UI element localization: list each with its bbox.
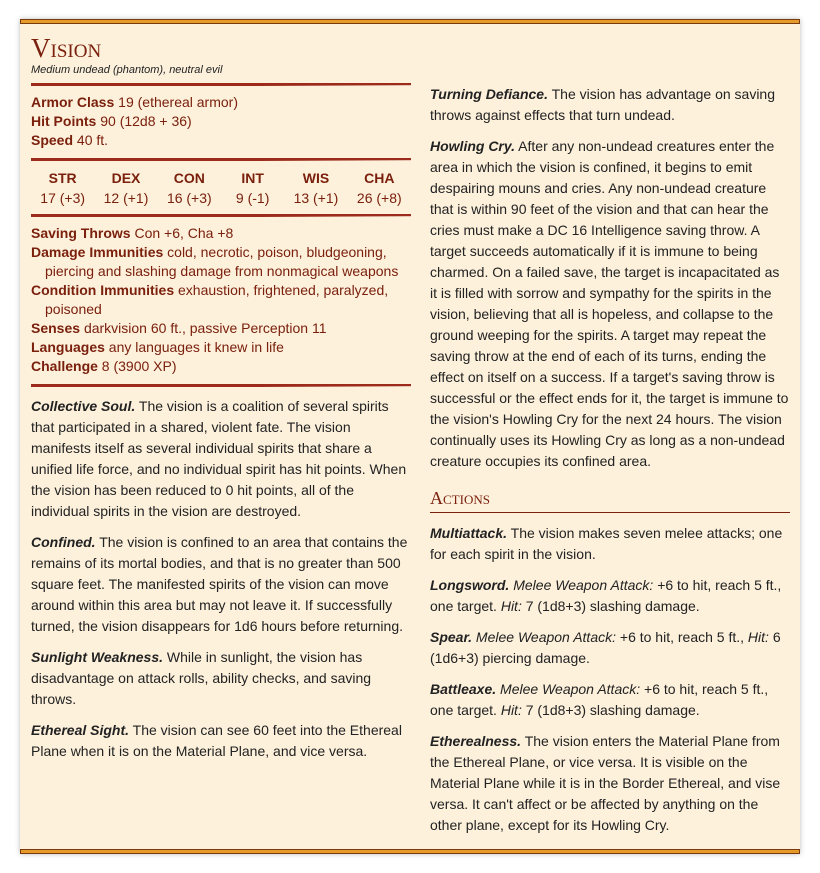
hit-points-value: 90 (12d8 + 36) — [100, 113, 192, 129]
armor-class-label: Armor Class — [31, 94, 115, 110]
ability-name: CHA — [364, 170, 395, 186]
condition-immunities-line — [31, 281, 411, 319]
trait-name: Ethereal Sight. — [31, 722, 130, 738]
trait-ethereal-sight — [31, 720, 411, 762]
action-etherealness — [430, 731, 790, 836]
ability-value: 13 (+1) — [293, 190, 339, 206]
damage-immunities-value: cold, necrotic, poison, bludgeoning, piercing and slashing damage from nonmagical weapons — [45, 244, 399, 279]
ability-name: WIS — [302, 170, 330, 186]
armor-class-line — [31, 93, 411, 112]
speed-line — [31, 131, 411, 150]
ability-cha — [348, 168, 411, 208]
damage-text: 6 (1d6+3) piercing damage. — [430, 629, 781, 666]
speed-label: Speed — [31, 132, 74, 148]
ability-name: INT — [241, 170, 264, 186]
hit-label: Hit: — [500, 598, 522, 614]
ability-value: 17 (+3) — [40, 190, 86, 206]
trait-name: Collective Soul. — [31, 398, 136, 414]
left-column — [31, 31, 411, 762]
armor-class-value: 19 (ethereal armor) — [118, 94, 238, 110]
ability-int — [221, 168, 284, 208]
ability-name: CON — [173, 170, 205, 186]
condition-immunities-value: exhaustion, frightened, paralyzed, poisoned — [45, 282, 389, 317]
languages-label: Languages — [31, 339, 105, 355]
senses-line — [31, 319, 411, 338]
ability-value: 26 (+8) — [356, 190, 402, 206]
hit-label: Hit: — [500, 702, 522, 718]
action-longsword — [430, 575, 790, 617]
ability-name: STR — [48, 170, 77, 186]
trait-text: While in sunlight, the vision has disadvantage on attack rolls, ability checks, and saving throws. — [31, 649, 372, 707]
hit-points-line — [31, 112, 411, 131]
trait-text: The vision can see 60 feet into the Ethereal Plane when it is on the Material Plane, and vice versa. — [31, 722, 402, 759]
trait-text: The vision has advantage on saving throws against effects that turn undead. — [430, 86, 775, 123]
condition-immunities-label: Condition Immunities — [31, 282, 175, 298]
senses-label: Senses — [31, 320, 81, 336]
saving-throws-label: Saving Throws — [31, 225, 131, 241]
trait-sunlight-weakness — [31, 647, 411, 710]
trait-text: The vision is a coalition of several spirits that participated in a shared, violent fate. The vision manifests itself as several individual spirits that share a unified life force, and no individual spirit has hit points. When the vision has been reduced to 0 hit points, all of the individual spirits in the vision are destroyed. — [31, 398, 407, 519]
trait-howling-cry — [430, 136, 790, 472]
action-battleaxe — [430, 679, 790, 721]
action-name: Etherealness. — [430, 733, 522, 749]
saving-throws-value: Con +6, Cha +8 — [134, 225, 234, 241]
action-text: The vision makes seven melee attacks; one for each spirit in the vision. — [430, 525, 783, 562]
trait-name: Confined. — [31, 534, 96, 550]
attack-text: +6 to hit, reach 5 ft., — [619, 629, 745, 645]
trait-turning-defiance — [430, 84, 790, 126]
creature-name: Vision — [31, 33, 102, 63]
speed-value: 40 ft. — [76, 132, 109, 148]
action-text: The vision enters the Material Plane from the Ethereal Plane, or vice versa. It is visible on the Material Plane while it is in the Border Ethereal, and vise versa. It can't affect or be affected by anything on the other plane, except for its Howling Cry. — [430, 733, 781, 833]
languages-value: any languages it knew in life — [108, 339, 284, 355]
action-name: Multiattack. — [430, 525, 508, 541]
action-name: Battleaxe. — [430, 681, 497, 697]
bottom-border-bar — [20, 849, 800, 854]
ability-wis — [284, 168, 347, 208]
trait-name: Howling Cry. — [430, 138, 516, 154]
ability-con — [158, 168, 221, 208]
attack-type: Melee Weapon Attack: — [475, 629, 616, 645]
ability-value: 9 (-1) — [235, 190, 270, 206]
attack-type: Melee Weapon Attack: — [500, 681, 641, 697]
damage-text: 7 (1d8+3) slashing damage. — [525, 702, 700, 718]
saving-throws-line — [31, 224, 411, 243]
trait-name: Sunlight Weakness. — [31, 649, 163, 665]
ability-dex — [94, 168, 157, 208]
divider-rule — [31, 384, 411, 386]
basic-stats — [31, 93, 411, 150]
divider-rule — [31, 158, 411, 160]
ability-scores — [31, 168, 411, 208]
hit-label: Hit: — [747, 629, 769, 645]
hit-points-label: Hit Points — [31, 113, 97, 129]
attack-type: Melee Weapon Attack: — [513, 577, 654, 593]
actions-heading: Actions — [430, 486, 790, 513]
damage-text: 7 (1d8+3) slashing damage. — [525, 598, 700, 614]
challenge-label: Challenge — [31, 358, 98, 374]
ability-name: DEX — [111, 170, 141, 186]
trait-text: After any non-undead creatures enter the area in which the vision is confined, it begins to emit despairing mouns and cries. Any non-undead creature that is within 90 feet of the vision and that can hear the cries must make a DC 16 Intelligence saving throw. A target succeeds automatically if it is immune to being charmed. On a failed save, the target is incapacitated as it is filled with sorrow and sympathy for the spirits in the vision, believing that all is hopeless, and collapse to the ground weeping for the spirits. A target may repeat the saving throw at the end of each of its turns, ending the effect on itself on a success. If a target's saving throw is successful or the effect ends for it, the target is immune to the vision's Howling Cry for the next 24 hours. The vision continually uses its Howling Cry as long as a non-undead creature occupies its confined area. — [430, 138, 789, 469]
right-column — [430, 17, 790, 836]
ability-str — [31, 168, 94, 208]
action-name: Longsword. — [430, 577, 510, 593]
attack-text: +6 to hit, reach 5 ft., one target. — [430, 577, 782, 614]
trait-text: The vision is confined to an area that contains the remains of its mortal bodies, and that is no greater than 500 square feet. The manifested spirits of the vision can move around within this area but may not leave it. If successfully turned, the vision disappears for 1d6 hours before returning. — [31, 534, 408, 634]
divider-rule — [31, 214, 411, 216]
trait-collective-soul — [31, 396, 411, 522]
ability-value: 12 (+1) — [103, 190, 149, 206]
languages-line — [31, 338, 411, 357]
challenge-line — [31, 357, 411, 376]
challenge-value: 8 (3900 XP) — [101, 358, 177, 374]
action-spear — [430, 627, 790, 669]
divider-rule — [31, 83, 411, 85]
attack-text: +6 to hit, reach 5 ft., one target. — [430, 681, 769, 718]
stat-block — [20, 19, 800, 854]
secondary-stats — [31, 224, 411, 376]
trait-confined — [31, 532, 411, 637]
damage-immunities-line — [31, 243, 411, 281]
action-name: Spear. — [430, 629, 473, 645]
damage-immunities-label: Damage Immunities — [31, 244, 164, 260]
senses-value: darkvision 60 ft., passive Perception 11 — [83, 320, 327, 336]
trait-name: Turning Defiance. — [430, 86, 548, 102]
action-multiattack — [430, 523, 790, 565]
creature-meta: Medium undead (phantom), neutral evil — [31, 64, 223, 76]
ability-value: 16 (+3) — [166, 190, 212, 206]
